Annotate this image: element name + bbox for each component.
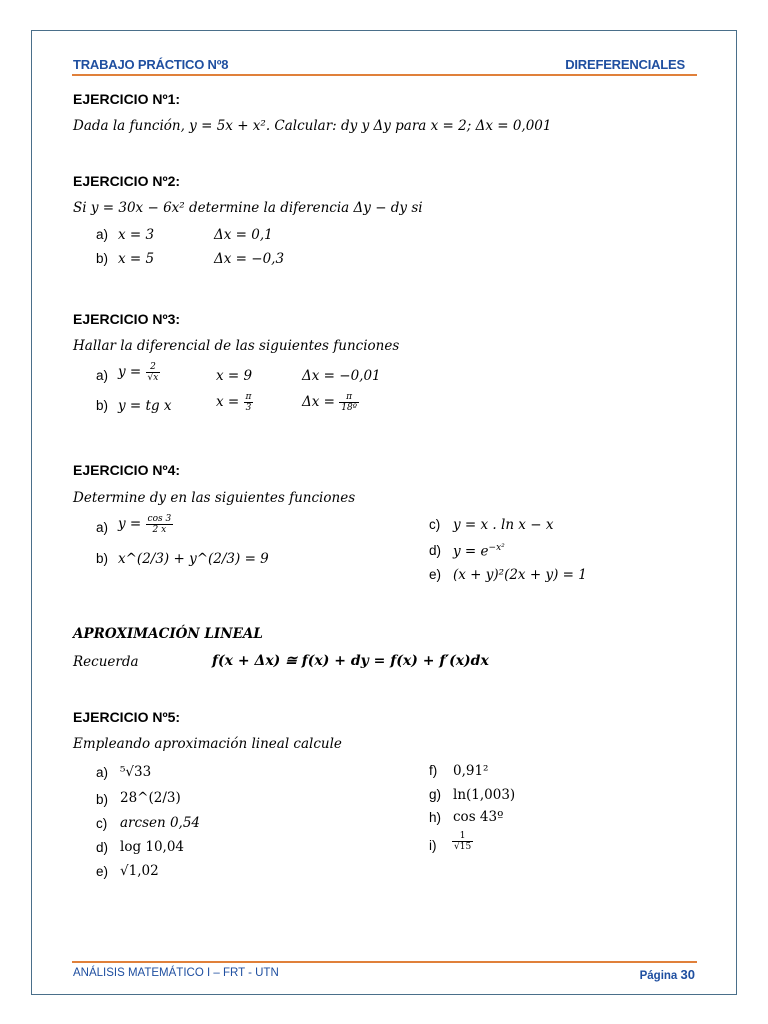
exercise-4-item-a-label: a) <box>96 520 109 535</box>
approx-recall: Recuerda <box>73 654 139 670</box>
exercise-2-item-a-dx: Δx = 0,1 <box>214 227 273 243</box>
exercise-4-title: EJERCICIO Nº4: <box>73 462 181 478</box>
exercise-3-item-a-label: a) <box>96 368 109 383</box>
footer-page: Página 30 <box>639 967 695 982</box>
exercise-3-title: EJERCICIO Nº3: <box>73 311 181 327</box>
exercise-3-item-b-dx: Δx = $\frac{\pi}{\text{18º}}$ <box>302 392 357 413</box>
footer-course: ANÁLISIS MATEMÁTICO I – FRT - UTN <box>73 967 279 979</box>
exercise-2-item-b-label: b) <box>96 251 109 266</box>
exercise-5-item-a: ⁵√33 <box>120 764 152 780</box>
exercise-4-item-c-label: c) <box>429 517 441 532</box>
exercise-3-item-a-dx: Δx = −0,01 <box>302 368 381 384</box>
exercise-2-statement: Si y = 30x − 6x² determine la diferencia Δy − dy si <box>73 200 423 216</box>
exercise-5-item-a-label: a) <box>96 765 109 780</box>
exercise-5-item-d-label: d) <box>96 840 109 855</box>
exercise-5-item-c: arcsen 0,54 <box>120 815 201 831</box>
exercise-2-item-a-label: a) <box>96 227 109 242</box>
exercise-4-item-c-function: y = x . ln x − x <box>453 517 554 533</box>
exercise-5-item-e-label: e) <box>96 864 109 879</box>
exercise-4-item-a-function: y = $\frac{\cos 3}{2 x}$ <box>118 514 172 535</box>
exercise-5-item-i-label: i) <box>429 838 437 853</box>
exercise-3-item-a-function: y = $\frac{2}{√x}$ <box>118 362 159 383</box>
exercise-5-item-e: √1,02 <box>120 863 159 879</box>
exercise-5-item-c-label: c) <box>96 816 108 831</box>
exercise-2-item-b-x: x = 5 <box>118 251 155 267</box>
exercise-1-title: EJERCICIO Nº1: <box>73 91 181 107</box>
exercise-5-item-d: log 10,04 <box>120 839 185 855</box>
exercise-3-item-b-function: y = tg x <box>118 398 172 414</box>
exercise-5-item-h-label: h) <box>429 810 442 825</box>
exercise-1-statement: Dada la función, y = 5x + x². Calcular: dy y Δy para x = 2; Δx = 0,001 <box>73 118 552 134</box>
exercise-4-item-e-function: (x + y)²(2x + y) = 1 <box>453 567 587 583</box>
exercise-5-item-f: 0,91² <box>453 763 489 779</box>
exercise-4-item-b-function: x^(2/3) + y^(2/3) = 9 <box>118 551 269 567</box>
exercise-3-item-a-x: x = 9 <box>216 368 253 384</box>
exercise-4-item-d-label: d) <box>429 543 442 558</box>
exercise-3-item-b-label: b) <box>96 398 109 413</box>
exercise-5-item-f-label: f) <box>429 763 438 778</box>
header-topic: DIREFERENCIALES <box>565 57 685 72</box>
exercise-5-item-h: cos 43º <box>453 809 504 825</box>
approx-title: APROXIMACIÓN LINEAL <box>73 626 263 642</box>
exercise-5-item-i: $\frac{1}{√15}$ <box>454 831 472 852</box>
exercise-4-item-d-function: $y = e^{-x^2}$ <box>453 543 505 560</box>
exercise-3-statement: Hallar la diferencial de las siguientes funciones <box>73 338 400 354</box>
approx-formula: f(x + Δx) ≅ f(x) + dy = f(x) + f′(x)dx <box>212 653 489 669</box>
exercise-4-statement: Determine dy en las siguientes funciones <box>73 490 356 506</box>
exercise-5-statement: Empleando aproximación lineal calcule <box>73 736 342 752</box>
exercise-4-item-e-label: e) <box>429 567 442 582</box>
header-title: TRABAJO PRÁCTICO Nº8 <box>73 57 229 72</box>
exercise-2-title: EJERCICIO Nº2: <box>73 173 181 189</box>
exercise-2-item-a-x: x = 3 <box>118 227 155 243</box>
exercise-2-item-b-dx: Δx = −0,3 <box>214 251 285 267</box>
exercise-5-item-b-label: b) <box>96 792 109 807</box>
fraction: $\frac{2}{√x}$ <box>147 362 159 383</box>
exercise-5-item-g-label: g) <box>429 787 442 802</box>
exercise-5-title: EJERCICIO Nº5: <box>73 709 181 725</box>
exercise-5-item-g: ln(1,003) <box>453 787 516 803</box>
exercise-5-item-b: 28^(2/3) <box>120 790 181 806</box>
footer-rule <box>72 961 697 963</box>
exercise-3-item-b-x: x = $\frac{\pi}{3}$ <box>216 392 252 413</box>
header-rule <box>72 74 697 76</box>
exercise-4-item-b-label: b) <box>96 551 109 566</box>
